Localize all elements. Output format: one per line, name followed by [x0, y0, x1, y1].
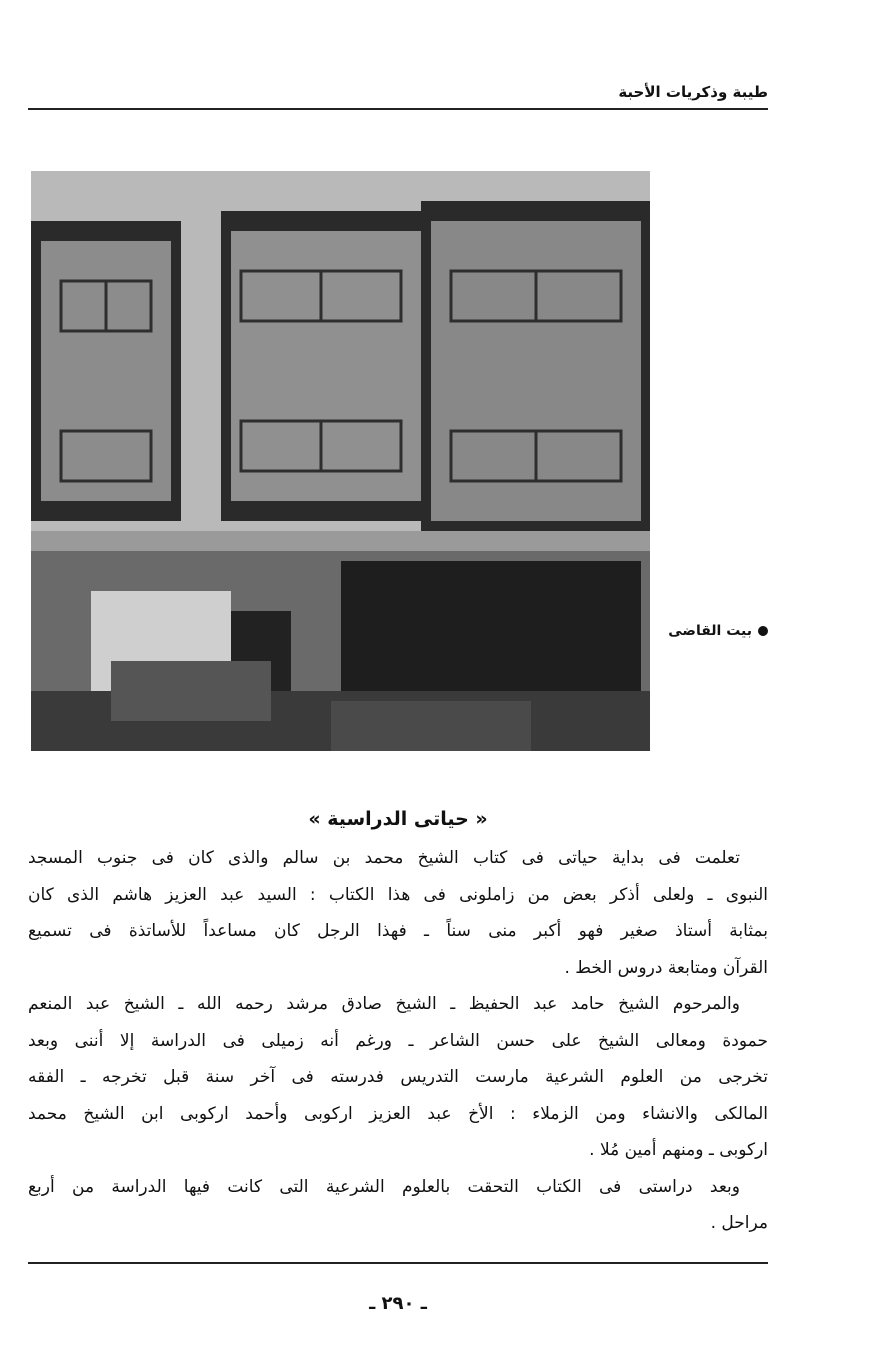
paragraph-2-line-2: حمودة ومعالى الشيخ على حسن الشاعر ـ ورغم أنه زميلى فى الدراسة إلا أننى وبعد	[28, 1030, 768, 1051]
photo-caption-text: بيت القاضى	[668, 623, 752, 639]
footer-divider	[28, 1262, 768, 1264]
page-number: ـ ٢٩٠ ـ	[369, 1293, 427, 1314]
running-header: طيبة وذكريات الأحبة	[618, 83, 768, 101]
section-title: « حياتى الدراسية »	[308, 808, 488, 830]
paragraph-2-line-5: اركوبى ـ ومنهم أمين مُلا .	[589, 1140, 768, 1160]
paragraph-1-line-2: النبوى ـ ولعلى أذكر بعض من زاملونى فى هذا الكتاب : السيد عبد العزيز هاشم الذى كان	[28, 884, 768, 905]
paragraph-2-line-3: تخرجى من العلوم الشرعية مارست التدريس فدرسته فى آخر سنة قبل تخرجه ـ الفقه	[28, 1067, 768, 1087]
house-photo-illustration	[31, 171, 650, 751]
paragraph-3-line-1: وبعد دراستى فى الكتاب التحقت بالعلوم الشرعية التى كانت فيها الدراسة من أربع	[28, 1176, 740, 1197]
paragraph-3-line-2: مراحل .	[710, 1213, 768, 1233]
paragraph-2-line-4: المالكى والانشاء ومن الزملاء : الأخ عبد العزيز اركوبى وأحمد اركوبى ابن الشيخ محمد	[28, 1103, 768, 1124]
house-photo	[31, 171, 650, 751]
bullet-icon	[758, 626, 768, 636]
paragraph-2-line-1: والمرحوم الشيخ حامد عبد الحفيظ ـ الشيخ صادق مرشد رحمه الله ـ الشيخ عبد المنعم	[28, 994, 740, 1014]
header-divider	[28, 108, 768, 110]
paragraph-1-line-4: القرآن ومتابعة دروس الخط .	[564, 957, 768, 978]
paragraph-1-line-3: بمثابة أستاذ صغير فهو أكبر منى سناً ـ فهذا الرجل كان مساعداً للأساتذة فى تسميع	[28, 921, 768, 941]
paragraph-1-line-1: تعلمت فى بداية حياتى فى كتاب الشيخ محمد بن سالم والذى كان فى جنوب المسجد	[28, 848, 740, 868]
photo-caption	[658, 620, 768, 642]
body-text	[28, 840, 768, 1242]
